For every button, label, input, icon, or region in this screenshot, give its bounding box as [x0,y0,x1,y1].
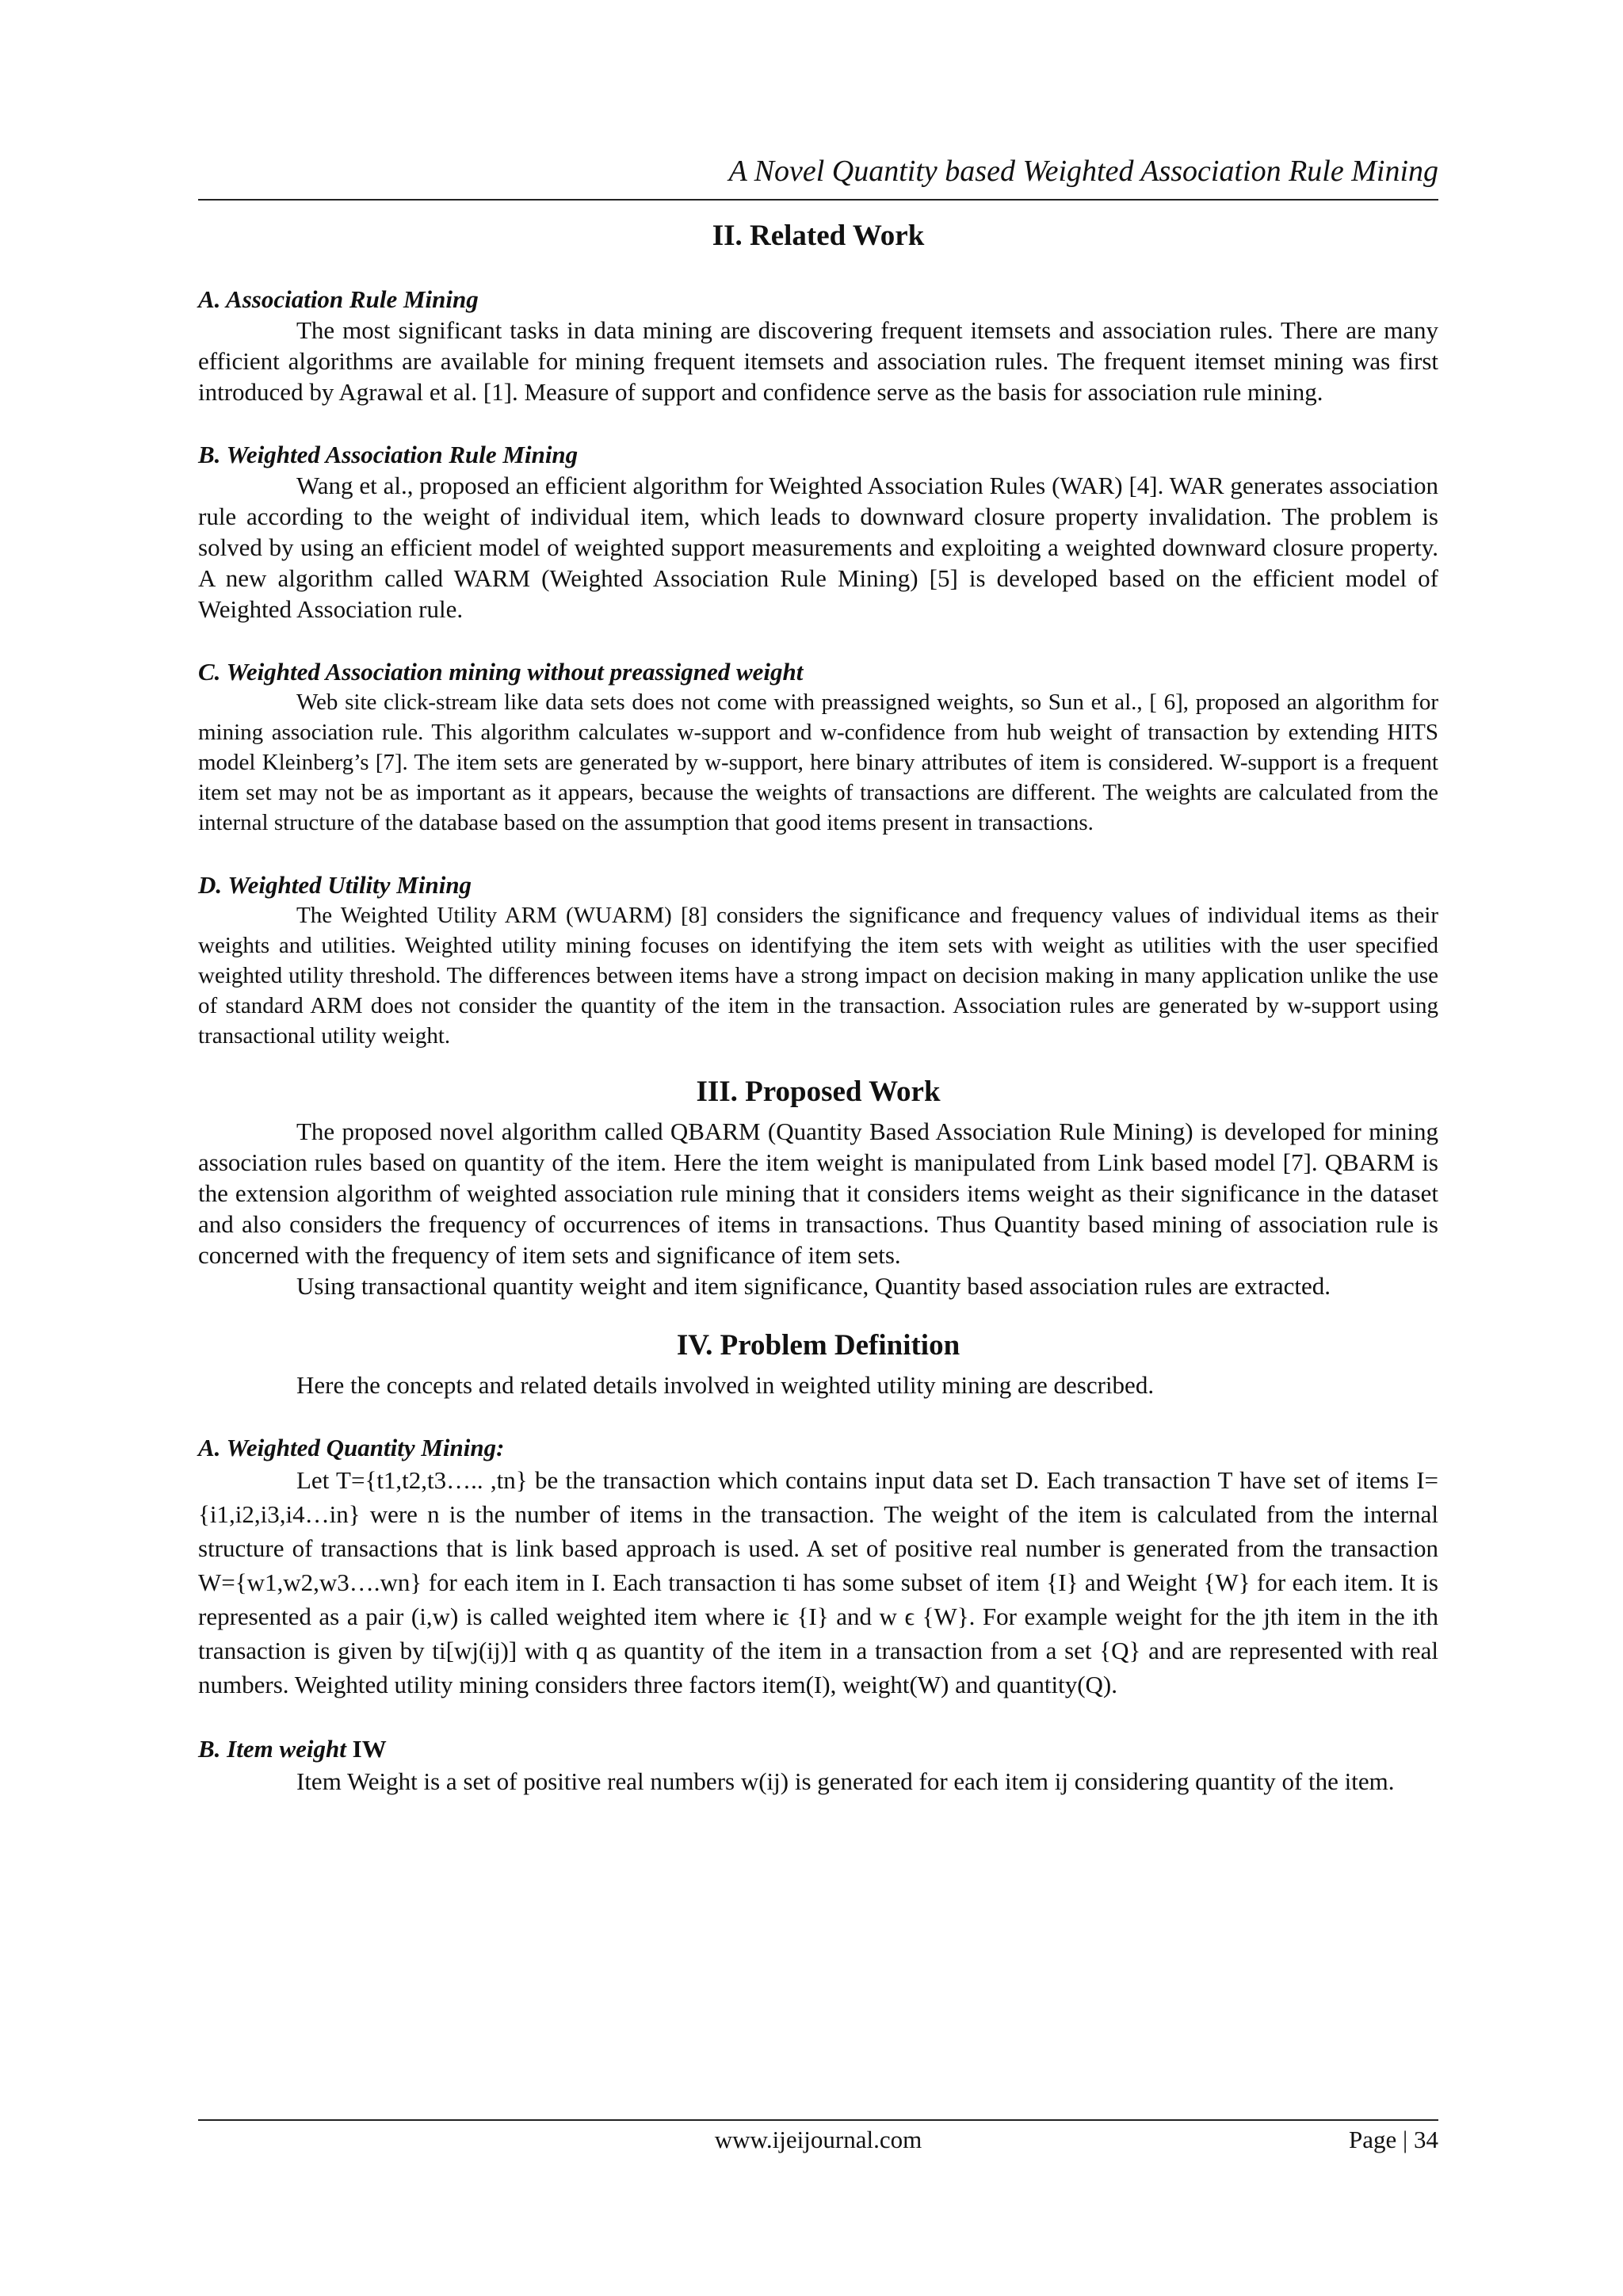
subsection-title-weighted-utility-mining: D. Weighted Utility Mining [198,871,472,899]
subsection-title-association-rule-mining: A. Association Rule Mining [198,285,479,313]
page-body [198,212,1438,1798]
paragraph-proposed-work-2: Using transactional quantity weight and item significance, Quantity based association rules are extracted. [296,1272,1331,1300]
paragraph-proposed-work-1: The proposed novel algorithm called QBARM (Quantity Based Association Rule Mining) is developed for mining association rules based on quantity of the item. Here the item weight is manipulated from Link based model [7]. QBARM is the extension algorithm of weighted association rule mining that it considers items weight as their significance in the dataset and also considers the frequency of occurrences of items in transactions. Thus Quantity based mining of association rule is concerned with the frequency of item sets and significance of item sets. [198,1117,1438,1269]
item-weight-label: B. Item weight [198,1735,346,1763]
paragraph-weighted-utility-mining: The Weighted Utility ARM (WUARM) [8] considers the significance and frequency values of individual items as their weights and utilities. Weighted utility mining focuses on identifying the item sets with weight as utilities with the user specified weighted utility threshold. The differences between items have a strong impact on decision making in many application unlike the use of standard ARM does not consider the quantity of the item in the transaction. Association rules are generated by w-support using transactional utility weight. [198,903,1438,1049]
footer-divider [198,2119,1438,2121]
running-header: A Novel Quantity based Weighted Association Rule Mining [728,155,1438,188]
subsection-title-without-preassigned-weight: C. Weighted Association mining without preassigned weight [198,658,804,686]
paragraph-weighted-arm: Wang et al., proposed an efficient algorithm for Weighted Association Rules (WAR) [4]. WAR generates association rule according to the weight of individual item, which leads to downward closure property invalidation. The problem is solved by using an efficient model of weighted support measurements and exploiting a weighted downward closure property. A new algorithm called WARM (Weighted Association Rule Mining) [5] is developed based on the efficient model of Weighted Association rule. [198,472,1438,623]
paragraph-association-rule-mining: The most significant tasks in data mining are discovering frequent itemsets and association rules. There are many efficient algorithms are available for mining frequent itemsets and association rules. The frequent itemset mining was first introduced by Agrawal et al. [1]. Measure of support and confidence serve as the basis for association rule mining. [198,316,1438,406]
paragraph-weighted-quantity-mining: Let T={t1,t2,t3….. ,tn} be the transaction which contains input data set D. Each transaction T have set of items I={i1,i2,i3,i4…in} were n is the number of items in the transaction. The weight of the item is calculated from the internal structure of transactions that is link based approach is used. A set of positive real number is generated from the transaction W={w1,w2,w3….wn} for each item in I. Each transaction ti has some subset of item {I} and Weight {W} for each item. It is represented as a pair (i,w) is called weighted item where iϵ {I} and w ϵ {W}. For example weight for the jth item in the ith transaction is given by ti[wj(ij)] with q as quantity of the item in a transaction from a set {Q} and are represented with real numbers. Weighted utility mining considers three factors item(I), weight(W) and quantity(Q). [198,1466,1438,1698]
footer-website-link[interactable]: www.ijeijournal.com [714,2126,922,2153]
footer-page-number: Page | 34 [1349,2126,1438,2153]
section-title-proposed-work: III. Proposed Work [696,1075,941,1108]
subsection-title-weighted-quantity-mining: A. Weighted Quantity Mining: [198,1434,505,1461]
paragraph-problem-intro: Here the concepts and related details involved in weighted utility mining are described. [296,1371,1155,1399]
item-weight-abbrev: IW [346,1735,387,1763]
paragraph-without-preassigned-weight: Web site click-stream like data sets does not come with preassigned weights, so Sun et al., [ 6], proposed an algorithm for mining association rule. This algorithm calculates w-support and w-confidence from hub weight of transaction by extending HITS model Kleinberg’s [7]. The item sets are generated by w-support, here binary attributes of item is considered. W-support is a frequent item set may not be as important as it appears, because the weights of transactions are different. The weights are calculated from the internal structure of the database based on the assumption that good items present in transactions. [198,690,1438,835]
header-divider [198,199,1438,201]
section-title-problem-definition: IV. Problem Definition [676,1329,960,1362]
section-title-related-work: II. Related Work [712,220,925,252]
subsection-title-weighted-arm: B. Weighted Association Rule Mining [198,441,579,468]
subsection-title-item-weight [198,1733,1438,1764]
paragraph-item-weight: Item Weight is a set of positive real numbers w(ij) is generated for each item ij considering quantity of the item. [296,1767,1395,1795]
